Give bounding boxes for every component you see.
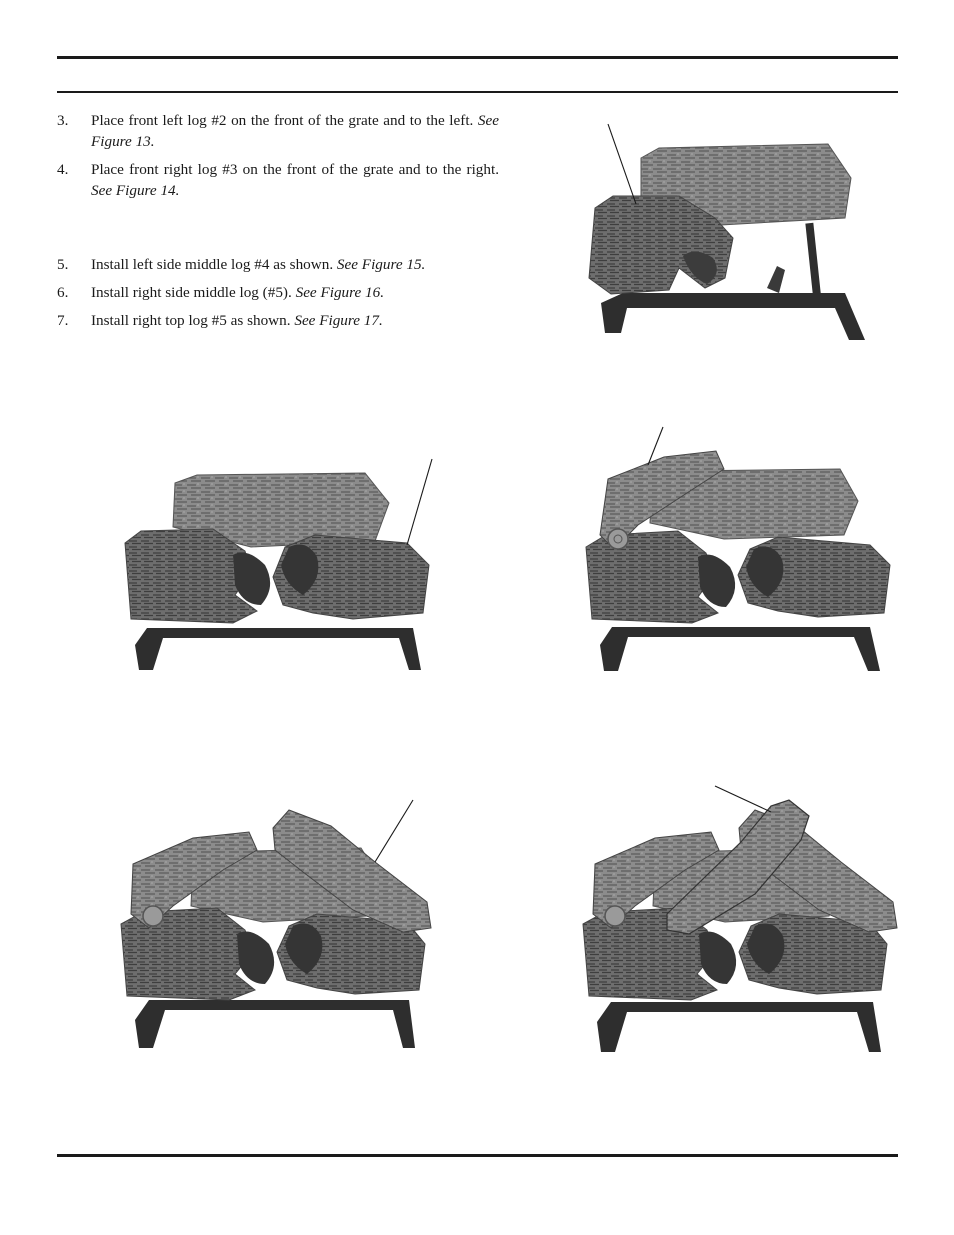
step-5 bbox=[57, 254, 499, 275]
step-number: 5. bbox=[57, 256, 69, 273]
step-text: Install right top log #5 as shown. bbox=[91, 312, 295, 329]
step-text: Place front left log #2 on the front of the grate and to the left. bbox=[91, 112, 478, 129]
step-text: Install left side middle log #4 as shown. bbox=[91, 256, 337, 273]
figure-17-log-photo bbox=[575, 782, 903, 1058]
step-number: 4. bbox=[57, 161, 69, 178]
footer-rule bbox=[57, 1154, 898, 1157]
figure-reference: See Figure 14. bbox=[91, 182, 180, 199]
figure-reference: See Figure 17. bbox=[294, 312, 383, 329]
header-rule-top bbox=[57, 56, 898, 59]
figure-13-log-photo bbox=[583, 118, 883, 348]
header-rule-bottom bbox=[57, 91, 898, 93]
figure-reference: See Figure 15. bbox=[336, 256, 426, 273]
instruction-list bbox=[57, 110, 499, 338]
figure-15-log-photo bbox=[578, 425, 896, 677]
step-text: Install right side middle log (#5). bbox=[91, 284, 296, 301]
step-number: 7. bbox=[57, 312, 69, 329]
figure-reference: See Figure 13. bbox=[91, 112, 499, 150]
step-7 bbox=[57, 310, 499, 331]
figure-14-log-photo bbox=[117, 455, 437, 677]
figure-reference: See Figure 16. bbox=[295, 284, 385, 301]
figure-16-log-photo bbox=[113, 798, 439, 1054]
step-4 bbox=[57, 159, 499, 201]
step-3 bbox=[57, 110, 499, 152]
step-number: 6. bbox=[57, 284, 69, 301]
step-number: 3. bbox=[57, 112, 69, 129]
step-text: Place front right log #3 on the front of the grate and to the right. bbox=[91, 161, 499, 178]
step-6 bbox=[57, 282, 499, 303]
